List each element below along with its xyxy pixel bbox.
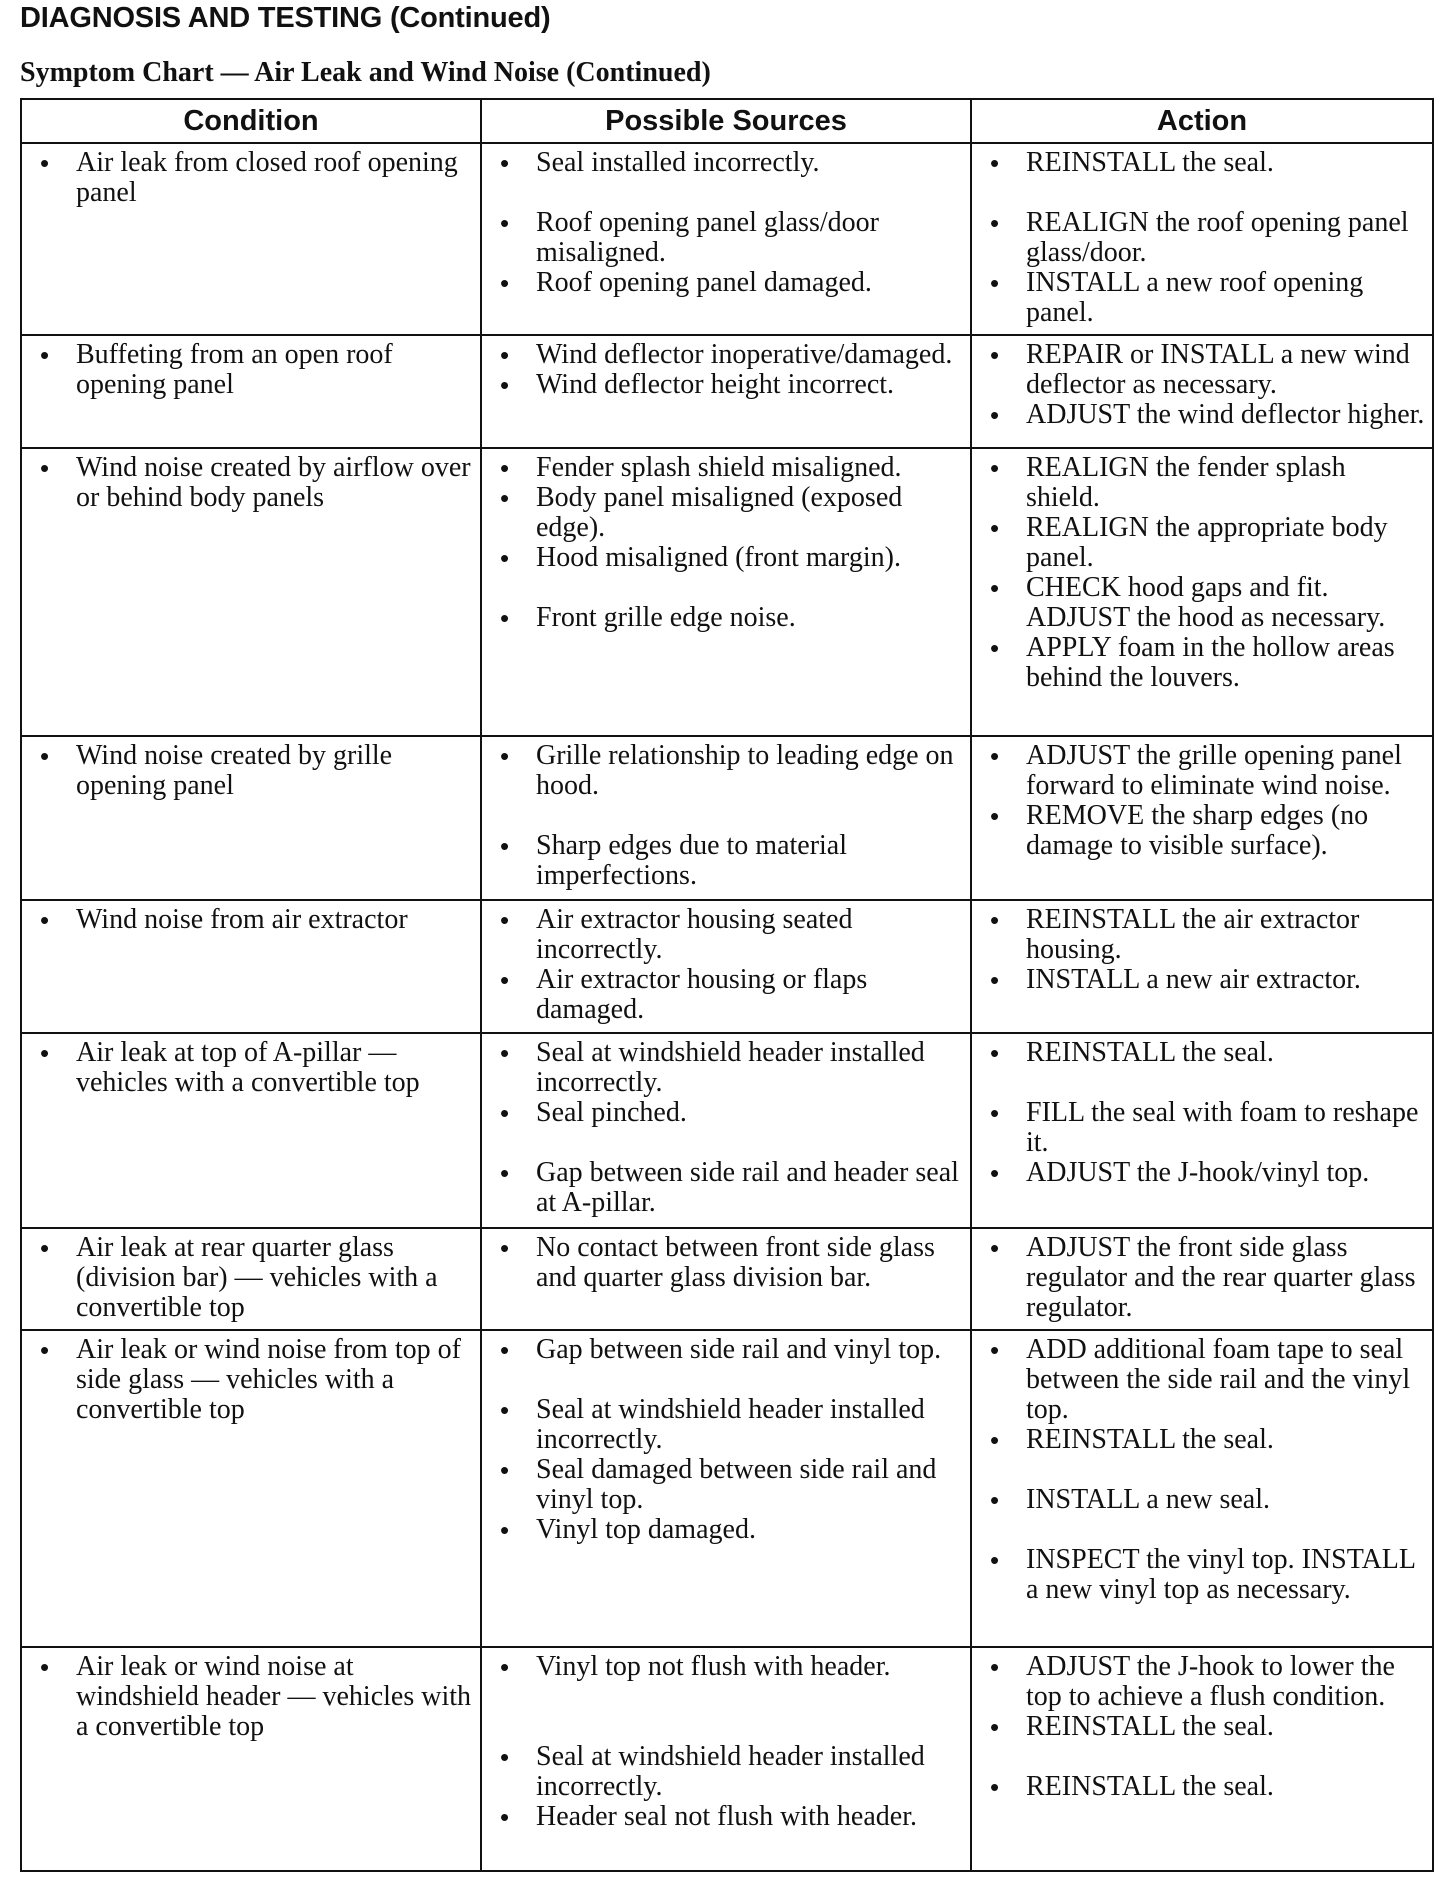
source-item: • Seal damaged between side rail and vinyl top. [492, 1455, 964, 1515]
source-item: • Seal installed incorrectly. [492, 148, 964, 178]
action-item: • APPLY foam in the hollow areas behind the louvers. [982, 633, 1426, 693]
action-cell [971, 900, 1433, 1034]
action-item: • REINSTALL the air extractor housing. [982, 905, 1426, 965]
action-cell [971, 335, 1433, 447]
condition-cell [21, 335, 481, 447]
action-item: • REALIGN the appropriate body panel. [982, 513, 1426, 573]
condition-text: • Wind noise created by grille opening panel [32, 741, 474, 801]
sources-cell [481, 736, 971, 900]
action-item: • INSTALL a new seal. [982, 1485, 1426, 1515]
condition-text: • Air leak or wind noise at windshield header — vehicles with a convertible top [32, 1652, 474, 1742]
condition-text: • Air leak at top of A-pillar — vehicles with a convertible top [32, 1038, 474, 1098]
table-row [21, 448, 1433, 736]
action-item: • INSPECT the vinyl top. INSTALL a new vinyl top as necessary. [982, 1545, 1426, 1605]
table-row [21, 1647, 1433, 1871]
source-item: • Seal at windshield header installed incorrectly. [492, 1395, 964, 1455]
chart-title: Symptom Chart — Air Leak and Wind Noise (Continued) [20, 57, 711, 88]
action-cell [971, 1647, 1433, 1871]
source-item: • Gap between side rail and vinyl top. [492, 1335, 964, 1365]
sources-cell [481, 900, 971, 1034]
condition-text: • Buffeting from an open roof opening panel [32, 340, 474, 400]
source-item: • Fender splash shield misaligned. [492, 453, 964, 483]
action-item: • ADD additional foam tape to seal between the side rail and the vinyl top. [982, 1335, 1426, 1425]
action-item: • REINSTALL the seal. [982, 1772, 1426, 1802]
source-item: • No contact between front side glass and quarter glass division bar. [492, 1233, 964, 1293]
source-item: • Gap between side rail and header seal at A-pillar. [492, 1158, 964, 1218]
source-item: • Seal at windshield header installed incorrectly. [492, 1038, 964, 1098]
table-row [21, 1228, 1433, 1330]
action-item: • INSTALL a new roof opening panel. [982, 268, 1426, 328]
condition-text: • Air leak from closed roof opening panel [32, 148, 474, 208]
source-item: • Wind deflector inoperative/damaged. [492, 340, 964, 370]
action-item: • REMOVE the sharp edges (no damage to visible surface). [982, 801, 1426, 861]
source-item: • Vinyl top damaged. [492, 1515, 964, 1545]
condition-cell [21, 1228, 481, 1330]
condition-cell [21, 1647, 481, 1871]
column-header-sources: Possible Sources [481, 99, 971, 143]
source-item: • Seal pinched. [492, 1098, 964, 1128]
action-item: • ADJUST the front side glass regulator and the rear quarter glass regulator. [982, 1233, 1426, 1323]
condition-cell [21, 1033, 481, 1227]
table-row [21, 335, 1433, 447]
page-title: DIAGNOSIS AND TESTING (Continued) [20, 2, 551, 34]
table-row [21, 900, 1433, 1034]
action-cell [971, 1330, 1433, 1647]
action-cell [971, 736, 1433, 900]
condition-cell [21, 448, 481, 736]
action-item: • ADJUST the grille opening panel forward to eliminate wind noise. [982, 741, 1426, 801]
action-item: • REALIGN the fender splash shield. [982, 453, 1426, 513]
condition-text: • Air leak or wind noise from top of side glass — vehicles with a convertible top [32, 1335, 474, 1425]
sources-cell [481, 1330, 971, 1647]
symptom-chart-table [20, 98, 1434, 1872]
condition-cell [21, 1330, 481, 1647]
condition-text: • Wind noise created by airflow over or behind body panels [32, 453, 474, 513]
condition-text: • Air leak at rear quarter glass (division bar) — vehicles with a convertible top [32, 1233, 474, 1323]
condition-text: • Wind noise from air extractor [32, 905, 474, 935]
condition-cell [21, 736, 481, 900]
source-item: • Hood misaligned (front margin). [492, 543, 964, 573]
sources-cell [481, 1647, 971, 1871]
column-header-action: Action [971, 99, 1433, 143]
condition-cell [21, 143, 481, 335]
source-item: • Vinyl top not flush with header. [492, 1652, 964, 1682]
table-row [21, 1033, 1433, 1227]
source-item: • Grille relationship to leading edge on hood. [492, 741, 964, 801]
table-row [21, 143, 1433, 335]
table-header-row [21, 99, 1433, 143]
action-item: • INSTALL a new air extractor. [982, 965, 1426, 995]
action-item: • REALIGN the roof opening panel glass/door. [982, 208, 1426, 268]
action-item: • REINSTALL the seal. [982, 1712, 1426, 1742]
source-item: • Sharp edges due to material imperfections. [492, 831, 964, 891]
source-item: • Air extractor housing or flaps damaged. [492, 965, 964, 1025]
condition-cell [21, 900, 481, 1034]
sources-cell [481, 335, 971, 447]
action-item: • ADJUST the J-hook to lower the top to achieve a flush condition. [982, 1652, 1426, 1712]
sources-cell [481, 448, 971, 736]
column-header-condition: Condition [21, 99, 481, 143]
action-item: • ADJUST the wind deflector higher. [982, 400, 1426, 430]
table-row [21, 736, 1433, 900]
source-item: • Front grille edge noise. [492, 603, 964, 633]
source-item: • Wind deflector height incorrect. [492, 370, 964, 400]
action-cell [971, 1228, 1433, 1330]
action-item: • REINSTALL the seal. [982, 148, 1426, 178]
action-cell [971, 1033, 1433, 1227]
action-cell [971, 143, 1433, 335]
action-item: • REPAIR or INSTALL a new wind deflector as necessary. [982, 340, 1426, 400]
action-item: • ADJUST the J-hook/vinyl top. [982, 1158, 1426, 1188]
action-item: • CHECK hood gaps and fit. ADJUST the hood as necessary. [982, 573, 1426, 633]
sources-cell [481, 143, 971, 335]
source-item: • Body panel misaligned (exposed edge). [492, 483, 964, 543]
table-row [21, 1330, 1433, 1647]
source-item: • Roof opening panel glass/door misaligned. [492, 208, 964, 268]
sources-cell [481, 1228, 971, 1330]
action-item: • REINSTALL the seal. [982, 1425, 1426, 1455]
sources-cell [481, 1033, 971, 1227]
source-item: • Seal at windshield header installed incorrectly. [492, 1742, 964, 1802]
source-item: • Header seal not flush with header. [492, 1802, 964, 1832]
action-item: • REINSTALL the seal. [982, 1038, 1426, 1068]
action-cell [971, 448, 1433, 736]
source-item: • Roof opening panel damaged. [492, 268, 964, 298]
action-item: • FILL the seal with foam to reshape it. [982, 1098, 1426, 1158]
source-item: • Air extractor housing seated incorrectly. [492, 905, 964, 965]
